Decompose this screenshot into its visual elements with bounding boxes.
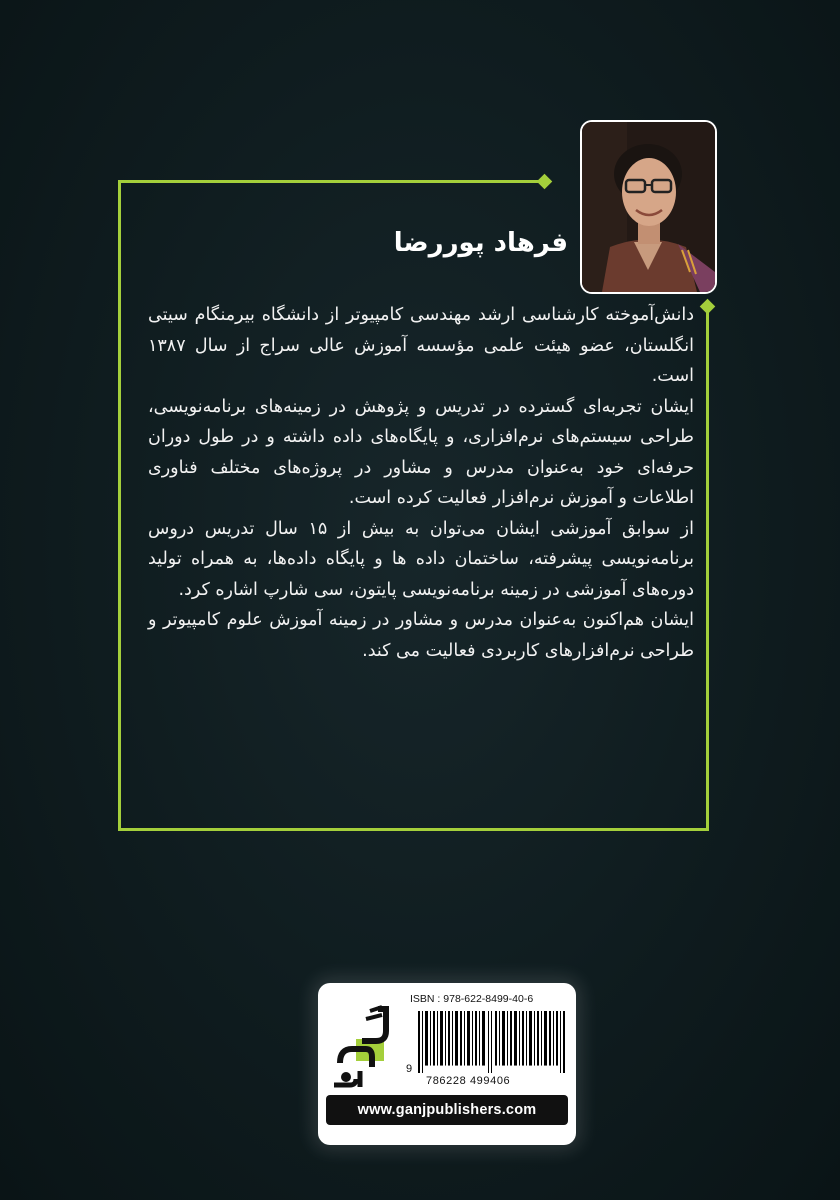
barcode bbox=[418, 1011, 568, 1073]
isbn-label: ISBN : 978-622-8499-40-6 bbox=[410, 993, 534, 1005]
isbn-card bbox=[318, 983, 576, 1145]
frame-left-line bbox=[118, 180, 121, 831]
barcode-first-digit: 9 bbox=[406, 1063, 413, 1075]
bio-paragraph: از سوابق آموزشی ایشان می‌توان به بیش از ۱۵ سال تدریس دروس برنامه‌نویسی پیشرفته، ساختمان داده ها و پایگاه داده‌ها، به همراه تولید دوره‌های آموزشی در زمینه برنامه‌نویسی پایتون، سی شارپ اشاره کرد. bbox=[148, 518, 694, 600]
author-bio bbox=[148, 300, 694, 820]
publisher-url: www.ganjpublishers.com bbox=[326, 1095, 568, 1125]
frame-top-line bbox=[118, 180, 545, 183]
publisher-logo bbox=[326, 1001, 400, 1093]
frame-bottom-line bbox=[118, 828, 709, 831]
frame-right-line bbox=[706, 305, 709, 831]
bio-paragraph: ایشان تجربه‌ای گسترده در تدریس و پژوهش در زمینه‌های برنامه‌نویسی، طراحی سیستم‌های نرم‌افزاری، و پایگاه‌های داده داشته و در طول دوران حرفه‌ای خود به‌عنوان مدرس و مشاور در پروژه‌های مختلف فناوری اطلاعات و آموزش نرم‌افزار فعالیت کرده است. bbox=[148, 396, 694, 508]
author-photo bbox=[580, 120, 717, 294]
frame-diamond-top bbox=[537, 174, 553, 190]
author-name: فرهاد پوررضا bbox=[393, 228, 568, 258]
frame-diamond-right bbox=[700, 299, 716, 315]
bio-paragraph: ایشان هم‌اکنون به‌عنوان مدرس و مشاور در زمینه آموزش علوم کامپیوتر و طراحی نرم‌افزارهای کاربردی فعالیت می کند. bbox=[148, 610, 694, 661]
barcode-digits: 786228 499406 bbox=[426, 1075, 511, 1087]
bio-paragraph: دانش‌آموخته کارشناسی ارشد مهندسی کامپیوتر از دانشگاه بیرمنگام سیتی انگلستان، عضو هیئت علمی مؤسسه آموزش عالی سراج از سال ۱۳۸۷ است. bbox=[148, 305, 694, 386]
